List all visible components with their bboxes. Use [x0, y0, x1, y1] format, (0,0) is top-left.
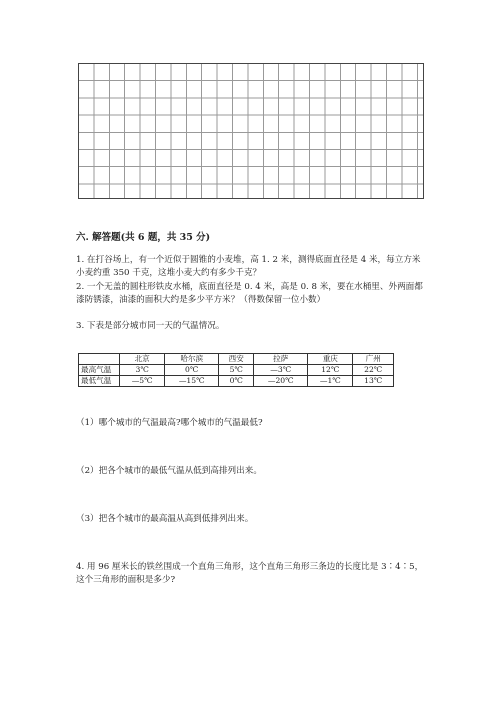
question-3-part-1: （1）哪个城市的气温最高?哪个城市的气温最低?	[76, 418, 263, 428]
table-cell: 重庆	[308, 354, 353, 365]
answer-grid	[78, 63, 424, 199]
question-3-part-3: （3）把各个城市的最高温从高到低排列出来。	[76, 514, 254, 524]
table-cell: 北京	[120, 354, 165, 365]
temperature-table	[78, 353, 394, 387]
table-cell: 3℃	[120, 365, 165, 376]
table-cell: 广州	[353, 354, 394, 365]
question-4: 4. 用 96 厘米长的铁丝围成一个直角三角形，这个直角三角形三条边的长度比是 3∶4∶5，这个三角形的面积是多少?	[76, 562, 424, 585]
table-cell: 最高气温	[79, 365, 120, 376]
table-row	[79, 376, 394, 387]
table-cell: 最低气温	[79, 376, 120, 387]
table-cell: 0℃	[219, 376, 254, 387]
table-cell: —15℃	[165, 376, 219, 387]
table-cell: 0℃	[165, 365, 219, 376]
table-cell: 13℃	[353, 376, 394, 387]
question-3: 3. 下表是部分城市同一天的气温情况。	[76, 321, 225, 331]
table-header-row	[79, 354, 394, 365]
question-3-part-2: （2）把各个城市的最低气温从低到高排列出来。	[76, 466, 262, 476]
table-cell: —20℃	[254, 376, 308, 387]
question-2: 2. 一个无盖的圆柱形铁皮水桶，底面直径是 0. 4 米，高是 0. 8 米，要在水桶里、外两面都漆防锈漆，油漆的面积大约是多少平方米？（得数保留一位小数）	[76, 282, 423, 305]
table-cell: 12℃	[308, 365, 353, 376]
table-row	[79, 365, 394, 376]
table-cell: 5℃	[219, 365, 254, 376]
table-cell: 西安	[219, 354, 254, 365]
table-cell	[79, 354, 120, 365]
table-cell: 哈尔滨	[165, 354, 219, 365]
section-title: 六. 解答题(共 6 题，共 35 分)	[76, 232, 211, 243]
table-cell: —3℃	[254, 365, 308, 376]
table-cell: —1℃	[308, 376, 353, 387]
table-cell: —5℃	[120, 376, 165, 387]
table-cell: 拉萨	[254, 354, 308, 365]
table-cell: 22℃	[353, 365, 394, 376]
question-1: 1. 在打谷场上，有一个近似于圆锥的小麦堆，高 1. 2 米，测得底面直径是 4 米，每立方米小麦约重 350 千克，这堆小麦大约有多少千克？	[76, 255, 421, 278]
